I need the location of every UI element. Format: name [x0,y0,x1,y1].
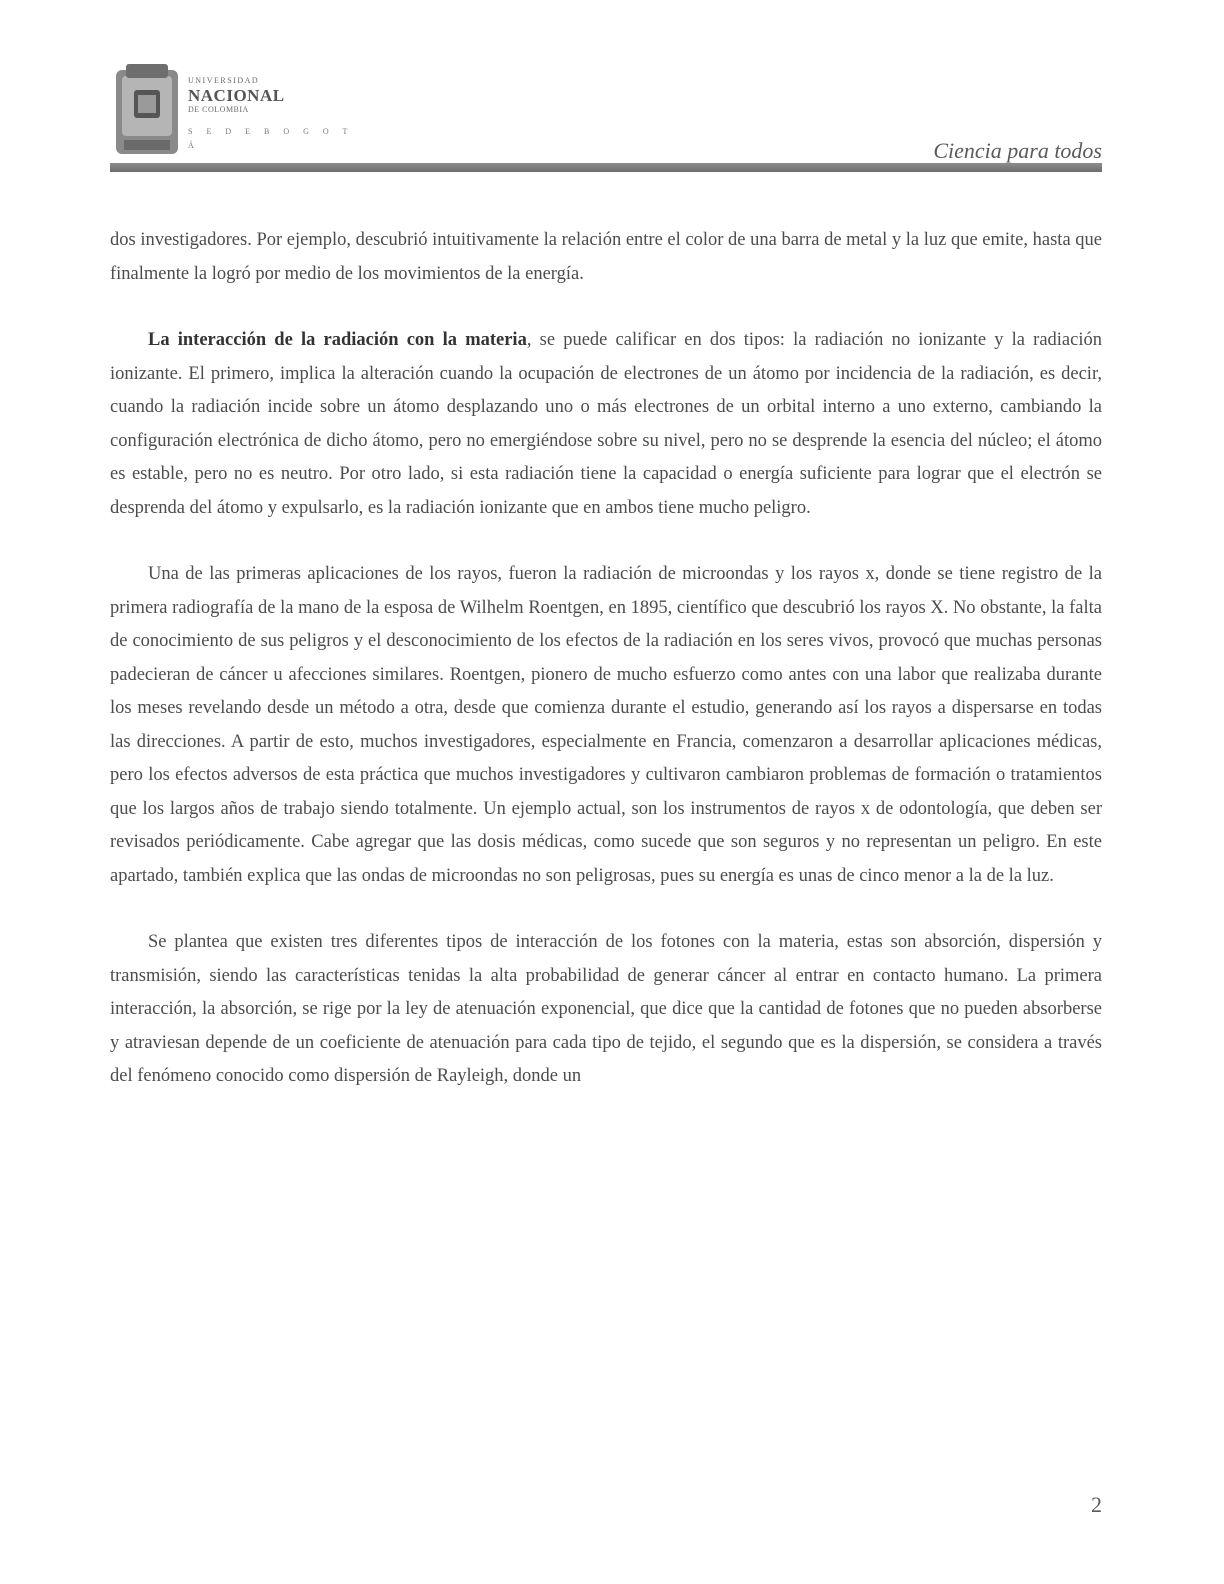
header-rule [110,163,1102,172]
body-text [110,224,1102,1127]
running-header-title: Ciencia para todos [933,138,1102,163]
logo-line-nacional: NACIONAL [188,86,285,105]
paragraph-2-lead: La interacción de la radiación con la materia [148,330,527,350]
paragraph-2-text: , se puede calificar en dos tipos: la radiación no ionizante y la radiación ionizante. El primero, implica la alteración cuando la ocupación de electrones de un átomo por incidencia de la radiación, es decir, cuando la radiación incide sobre un átomo desplazando uno o más electrones de un orbital interno a uno externo, cambiando la configuración electrónica de dicho átomo, pero no emergiéndose sobre su nivel, pero no se desprende la esencia del núcleo; el átomo es estable, pero no es neutro. Por otro lado, si esta radiación tiene la capacidad o energía suficiente para lograr que el electrón se desprenda del átomo y expulsarlo, es la radiación ionizante que en ambos tiene mucho peligro. [110,330,1102,518]
logo-line-colombia: DE COLOMBIA [188,105,249,114]
paragraph-3: Una de las primeras aplicaciones de los rayos, fueron la radiación de microondas y los rayos x, donde se tiene registro de la primera radiografía de la mano de la esposa de Wilhelm Roentgen, en 1895, científico que descubrió los rayos X. No obstante, la falta de conocimiento de sus peligros y el desconocimiento de los efectos de la radiación en los seres vivos, provocó que muchas personas padecieran de cáncer u afecciones similares. Roentgen, pionero de mucho esfuerzo como antes con una labor que realizaba durante los meses revelando desde un método a otra, desde que comienza durante el estudio, generando así los rayos a dispersarse en todas las direcciones. A partir de esto, muchos investigadores, especialmente en Francia, comenzaron a desarrollar aplicaciones médicas, pero los efectos adversos de esta práctica que muchos investigadores y cultivaron cambiaron problemas de formación o tratamientos que los largos años de trabajo siendo totalmente. Un ejemplo actual, son los instrumentos de rayos x de odontología, que deben ser revisados periódicamente. Cabe agregar que las dosis médicas, como sucede que son seguros y no representan un peligro. En este apartado, también explica que las ondas de microondas no son peligrosas, pues su energía es unas de cinco menor a la de la luz. [110,564,1102,886]
paragraph-1: dos investigadores. Por ejemplo, descubrió intuitivamente la relación entre el color de una barra de metal y la luz que emite, hasta que finalmente la logró por medio de los movimientos de la energía. [110,230,1102,284]
paragraph-2 [110,324,1102,525]
university-logo [110,60,360,160]
logo-wordmark [188,76,358,153]
page-header [110,60,1102,176]
university-seal-icon [112,62,182,158]
logo-line-universidad: UNIVERSIDAD [188,76,260,85]
page-number: 2 [1091,1492,1102,1517]
paragraph-4: Se plantea que existen tres diferentes tipos de interacción de los fotones con la materia, estas son absorción, dispersión y transmisión, siendo las características tenidas la alta probabilidad de generar cáncer al entrar en contacto humano. La primera interacción, la absorción, se rige por la ley de atenuación exponencial, que dice que la cantidad de fotones que no pueden absorberse y atraviesan depende de un coeficiente de atenuación para cada tipo de tejido, el segundo que es la dispersión, se considera a través del fenómeno conocido como dispersión de Rayleigh, donde un [110,932,1102,1086]
logo-line-sede: S E D E B O G O T Á [188,127,354,150]
